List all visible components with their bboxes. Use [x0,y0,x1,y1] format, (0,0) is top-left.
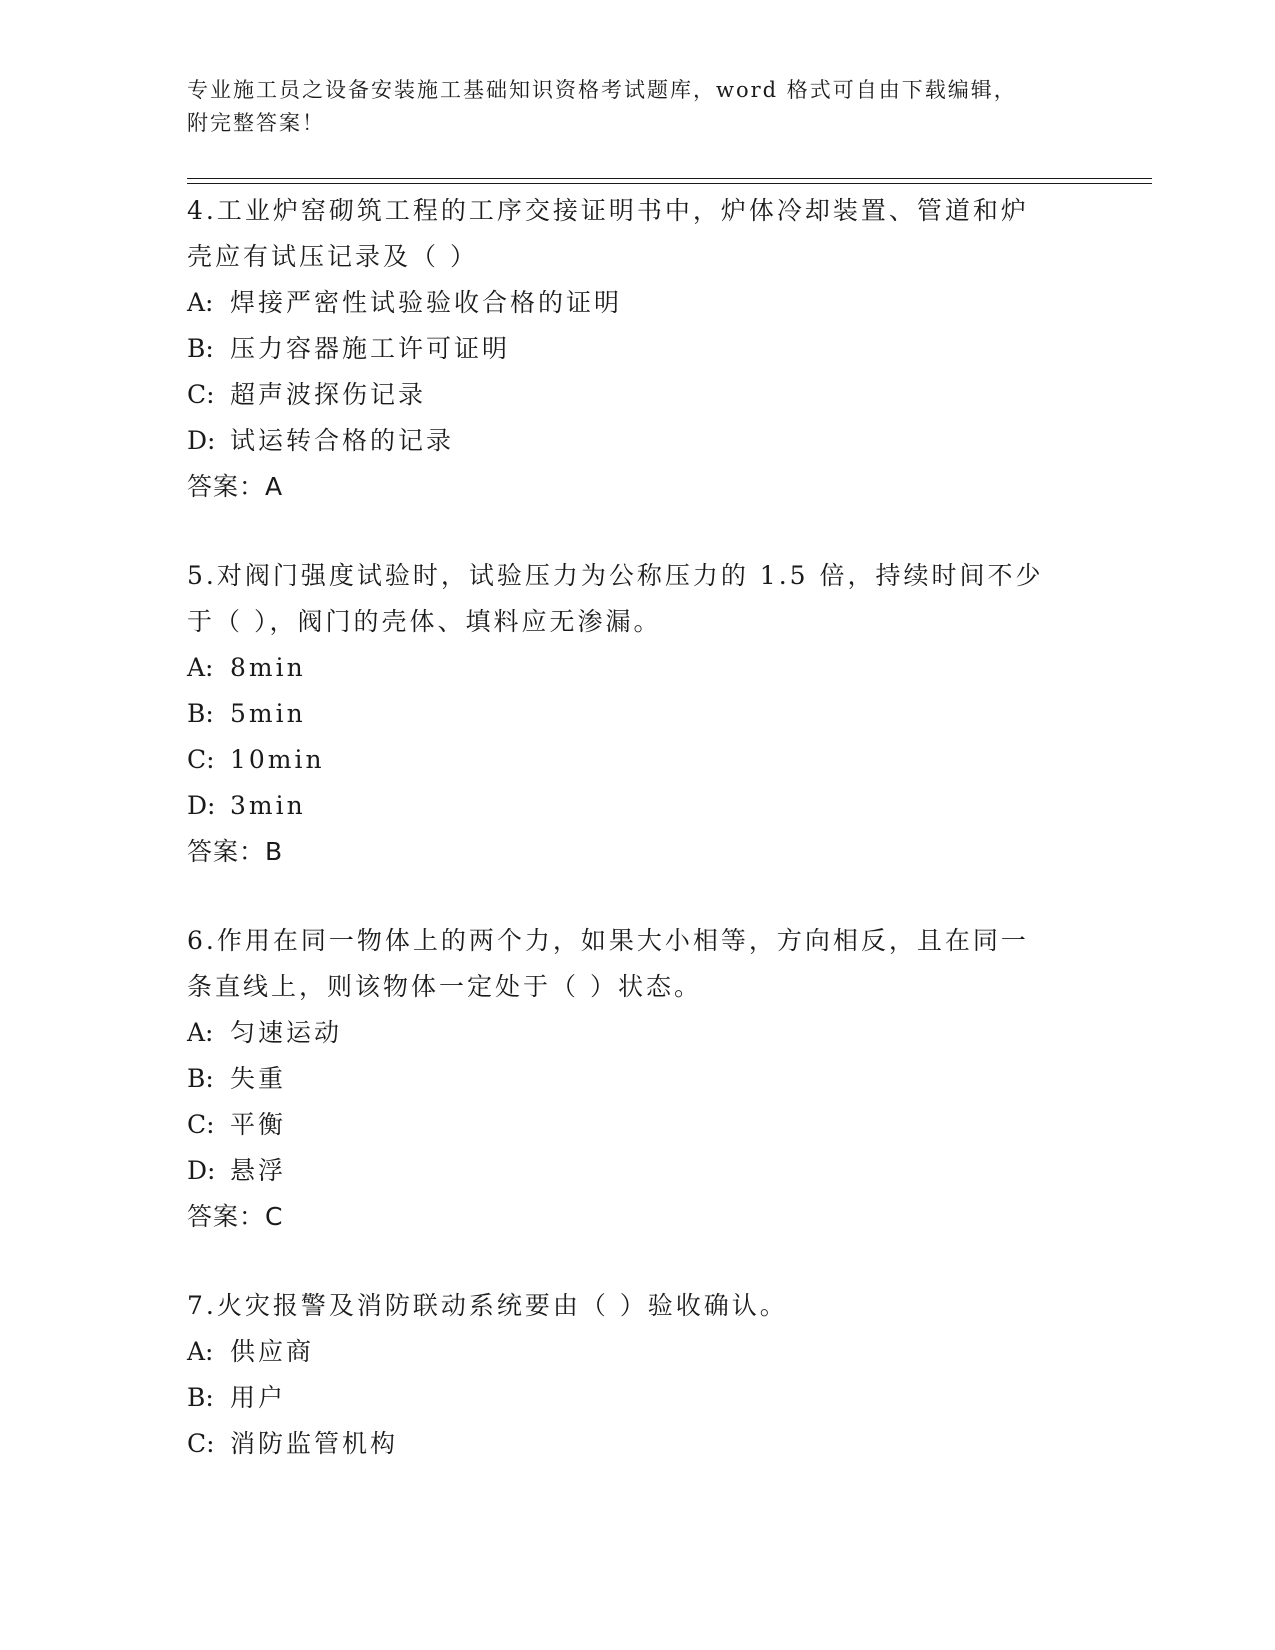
option-text: 试运转合格的记录 [230,426,455,455]
option-a [187,280,1067,326]
header-divider-top [187,178,1152,179]
question-7 [187,1283,1067,1467]
option-a [187,1010,1067,1056]
option-b [187,1056,1067,1102]
option-b [187,1375,1067,1421]
option-text: 匀速运动 [230,1018,343,1047]
option-d [187,418,1067,464]
question-stem [187,553,1067,645]
question-stem-line: 壳应有试压记录及（ ） [187,242,478,271]
option-b [187,691,1067,737]
option-key: C: [187,745,215,774]
question-stem [187,918,1067,1010]
option-c [187,1102,1067,1148]
option-d [187,1148,1067,1194]
option-text: 3min [230,791,306,820]
option-text: 5min [230,699,306,728]
question-stem [187,188,1067,280]
option-text: 8min [230,653,306,682]
option-key: C: [187,380,215,409]
question-stem-line: 于（ ），阀门的壳体、填料应无渗漏。 [187,607,662,636]
option-key: A: [187,1018,214,1047]
option-key: B: [187,1383,214,1412]
question-stem [187,1283,1067,1329]
option-text: 压力容器施工许可证明 [230,334,511,363]
option-a [187,1329,1067,1375]
header-line-1: 专业施工员之设备安装施工基础知识资格考试题库，word 格式可自由下载编辑， [187,78,1017,102]
option-key: B: [187,334,214,363]
option-key: A: [187,1337,214,1366]
option-key: D: [187,1156,216,1185]
question-stem-line: 4.工业炉窑砌筑工程的工序交接证明书中，炉体冷却装置、管道和炉 [187,196,1029,225]
option-c [187,372,1067,418]
option-d [187,783,1067,829]
answer-line: 答案：A [187,472,284,501]
option-key: A: [187,653,214,682]
question-stem-line: 5.对阀门强度试验时，试验压力为公称压力的 1.5 倍，持续时间不少 [187,561,1044,590]
option-text: 消防监管机构 [230,1429,399,1458]
option-key: C: [187,1429,215,1458]
option-key: B: [187,1064,214,1093]
option-b [187,326,1067,372]
question-5 [187,553,1067,875]
option-text: 悬浮 [230,1156,287,1185]
option-c [187,737,1067,783]
document-header [187,74,1087,140]
header-line-2: 附完整答案！ [187,111,325,135]
question-6 [187,918,1067,1240]
option-text: 超声波探伤记录 [230,380,427,409]
answer-line: 答案：C [187,1202,284,1231]
option-key: C: [187,1110,215,1139]
option-key: B: [187,699,214,728]
option-key: A: [187,288,214,317]
question-stem-line: 6.作用在同一物体上的两个力，如果大小相等，方向相反，且在同一 [187,926,1029,955]
option-text: 焊接严密性试验验收合格的证明 [230,288,623,317]
option-text: 10min [230,745,325,774]
answer-line: 答案：B [187,837,284,866]
header-divider-bottom [187,183,1152,184]
option-text: 用户 [230,1383,287,1412]
option-text: 供应商 [230,1337,315,1366]
question-stem-line: 7.火灾报警及消防联动系统要由（ ）验收确认。 [187,1291,788,1320]
option-key: D: [187,791,216,820]
option-key: D: [187,426,216,455]
option-text: 平衡 [230,1110,287,1139]
question-4 [187,188,1067,510]
option-a [187,645,1067,691]
question-stem-line: 条直线上，则该物体一定处于（ ）状态。 [187,972,702,1001]
option-text: 失重 [230,1064,287,1093]
option-c [187,1421,1067,1467]
